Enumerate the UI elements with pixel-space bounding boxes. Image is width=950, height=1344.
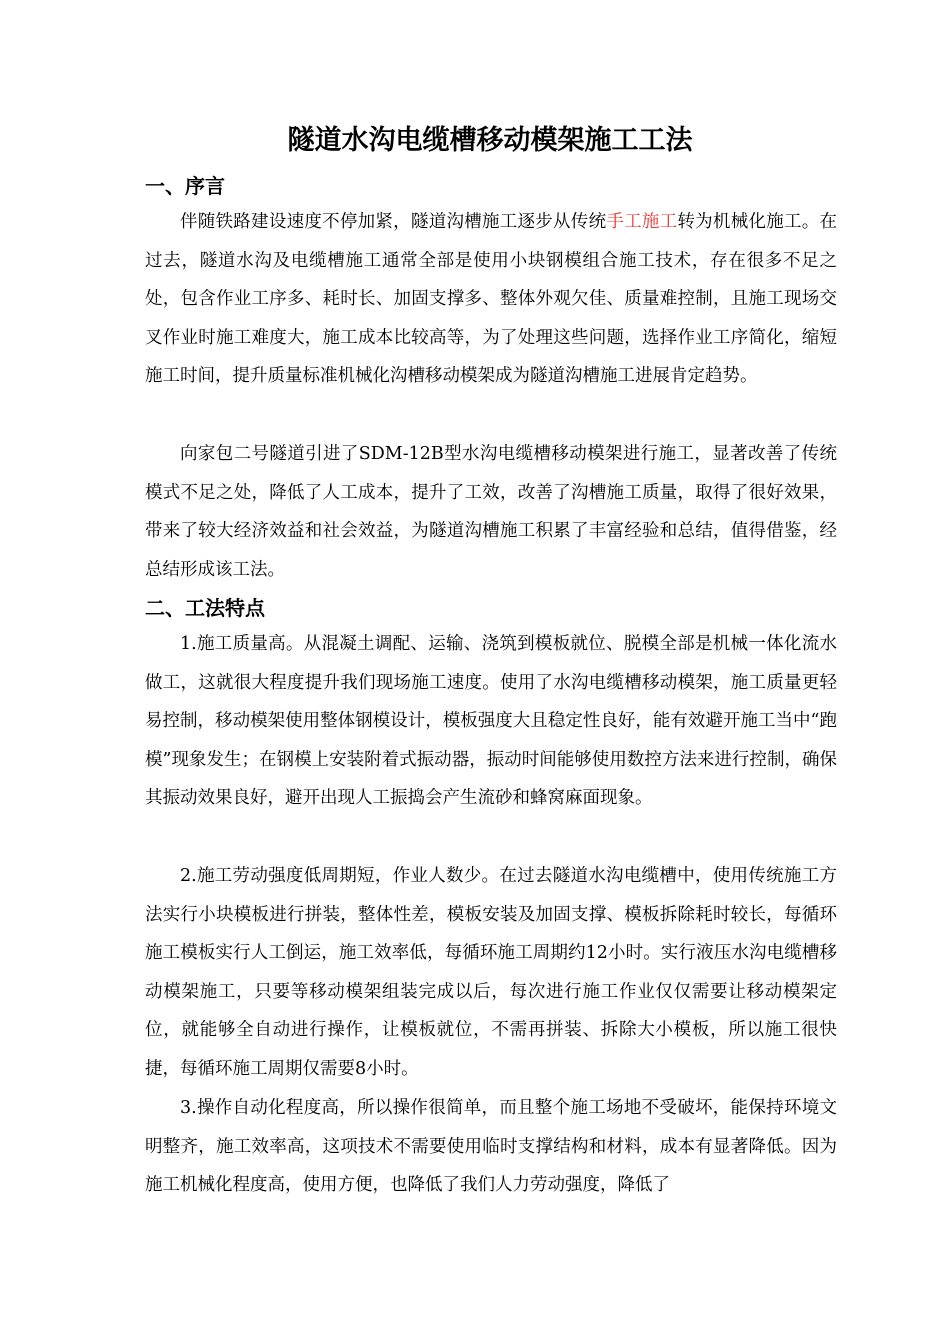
paragraph-feature-1: 1.施工质量高。从混凝土调配、运输、浇筑到模板就位、脱模全部是机械一体化流水做工，这就很大程度提升我们现场施工速度。使用了水沟电缆槽移动模架，施工质量更轻易控制，移动模架使用整体钢模设计，模板强度大且稳定性良好，能有效避开施工当中“跑模”现象发生；在钢模上安装附着式振动器，振动时间能够使用数控方法来进行控制，确保其振动效果良好，避开出现人工振捣会产生流砂和蜂窝麻面现象。 bbox=[145, 634, 837, 809]
paragraph-feature-3: 3.操作自动化程度高，所以操作很简单，而且整个施工场地不受破坏，能保持环境文明整齐，施工效率高，这项技术不需要使用临时支撑结构和材料，成本有显著降低。因为施工机械化程度高，使用方便，也降低了我们人力劳动强度，降低了 bbox=[145, 1098, 837, 1196]
paragraph-preface-1 bbox=[145, 203, 837, 396]
paragraph-feature-2: 2.施工劳动强度低周期短，作业人数少。在过去隧道水沟电缆槽中，使用传统施工方法实行小块模板进行拼装，整体性差，模板安装及加固支撑、模板拆除耗时较长，每循环施工模板实行人工倒运，施工效率低，每循环施工周期约12小时。实行液压水沟电缆槽移动模架施工，只要等移动模架组装完成以后，每次进行施工作业仅仅需要让移动模架定位，就能够全自动进行操作，让模板就位，不需再拼装、拆除大小模板，所以施工很快捷，每循环施工周期仅需要8小时。 bbox=[145, 866, 837, 1079]
section-heading-preface: 一、序言 bbox=[145, 174, 225, 198]
highlighted-text: 手工施工 bbox=[606, 212, 678, 232]
paragraph-preface-2: 向家包二号隧道引进了SDM-12B型水沟电缆槽移动模架进行施工，显著改善了传统模式不足之处，降低了人工成本，提升了工效，改善了沟槽施工质量，取得了很好效果，带来了较大经济效益和社会效益，为隧道沟槽施工积累了丰富经验和总结，值得借鉴，经总结形成该工法。 bbox=[145, 444, 837, 580]
document-title: 隧道水沟电缆槽移动模架施工工法 bbox=[287, 125, 693, 156]
paragraph-text: 转为机械化施工。在过去，隧道水沟及电缆槽施工通常全部是使用小块钢模组合施工技术，存在很多不足之处，包含作业工序多、耗时长、加固支撑多、整体外观欠佳、质量难控制，且施工现场交叉作业时施工难度大，施工成本比较高等，为了处理这些问题，选择作业工序简化，缩短施工时间，提升质量标准机械化沟槽移动模架成为隧道沟槽施工进展肯定趋势。 bbox=[145, 212, 838, 387]
section-heading-features: 二、工法特点 bbox=[145, 596, 265, 620]
paragraph-text: 伴随铁路建设速度不停加紧，隧道沟槽施工逐步从传统 bbox=[180, 212, 607, 232]
